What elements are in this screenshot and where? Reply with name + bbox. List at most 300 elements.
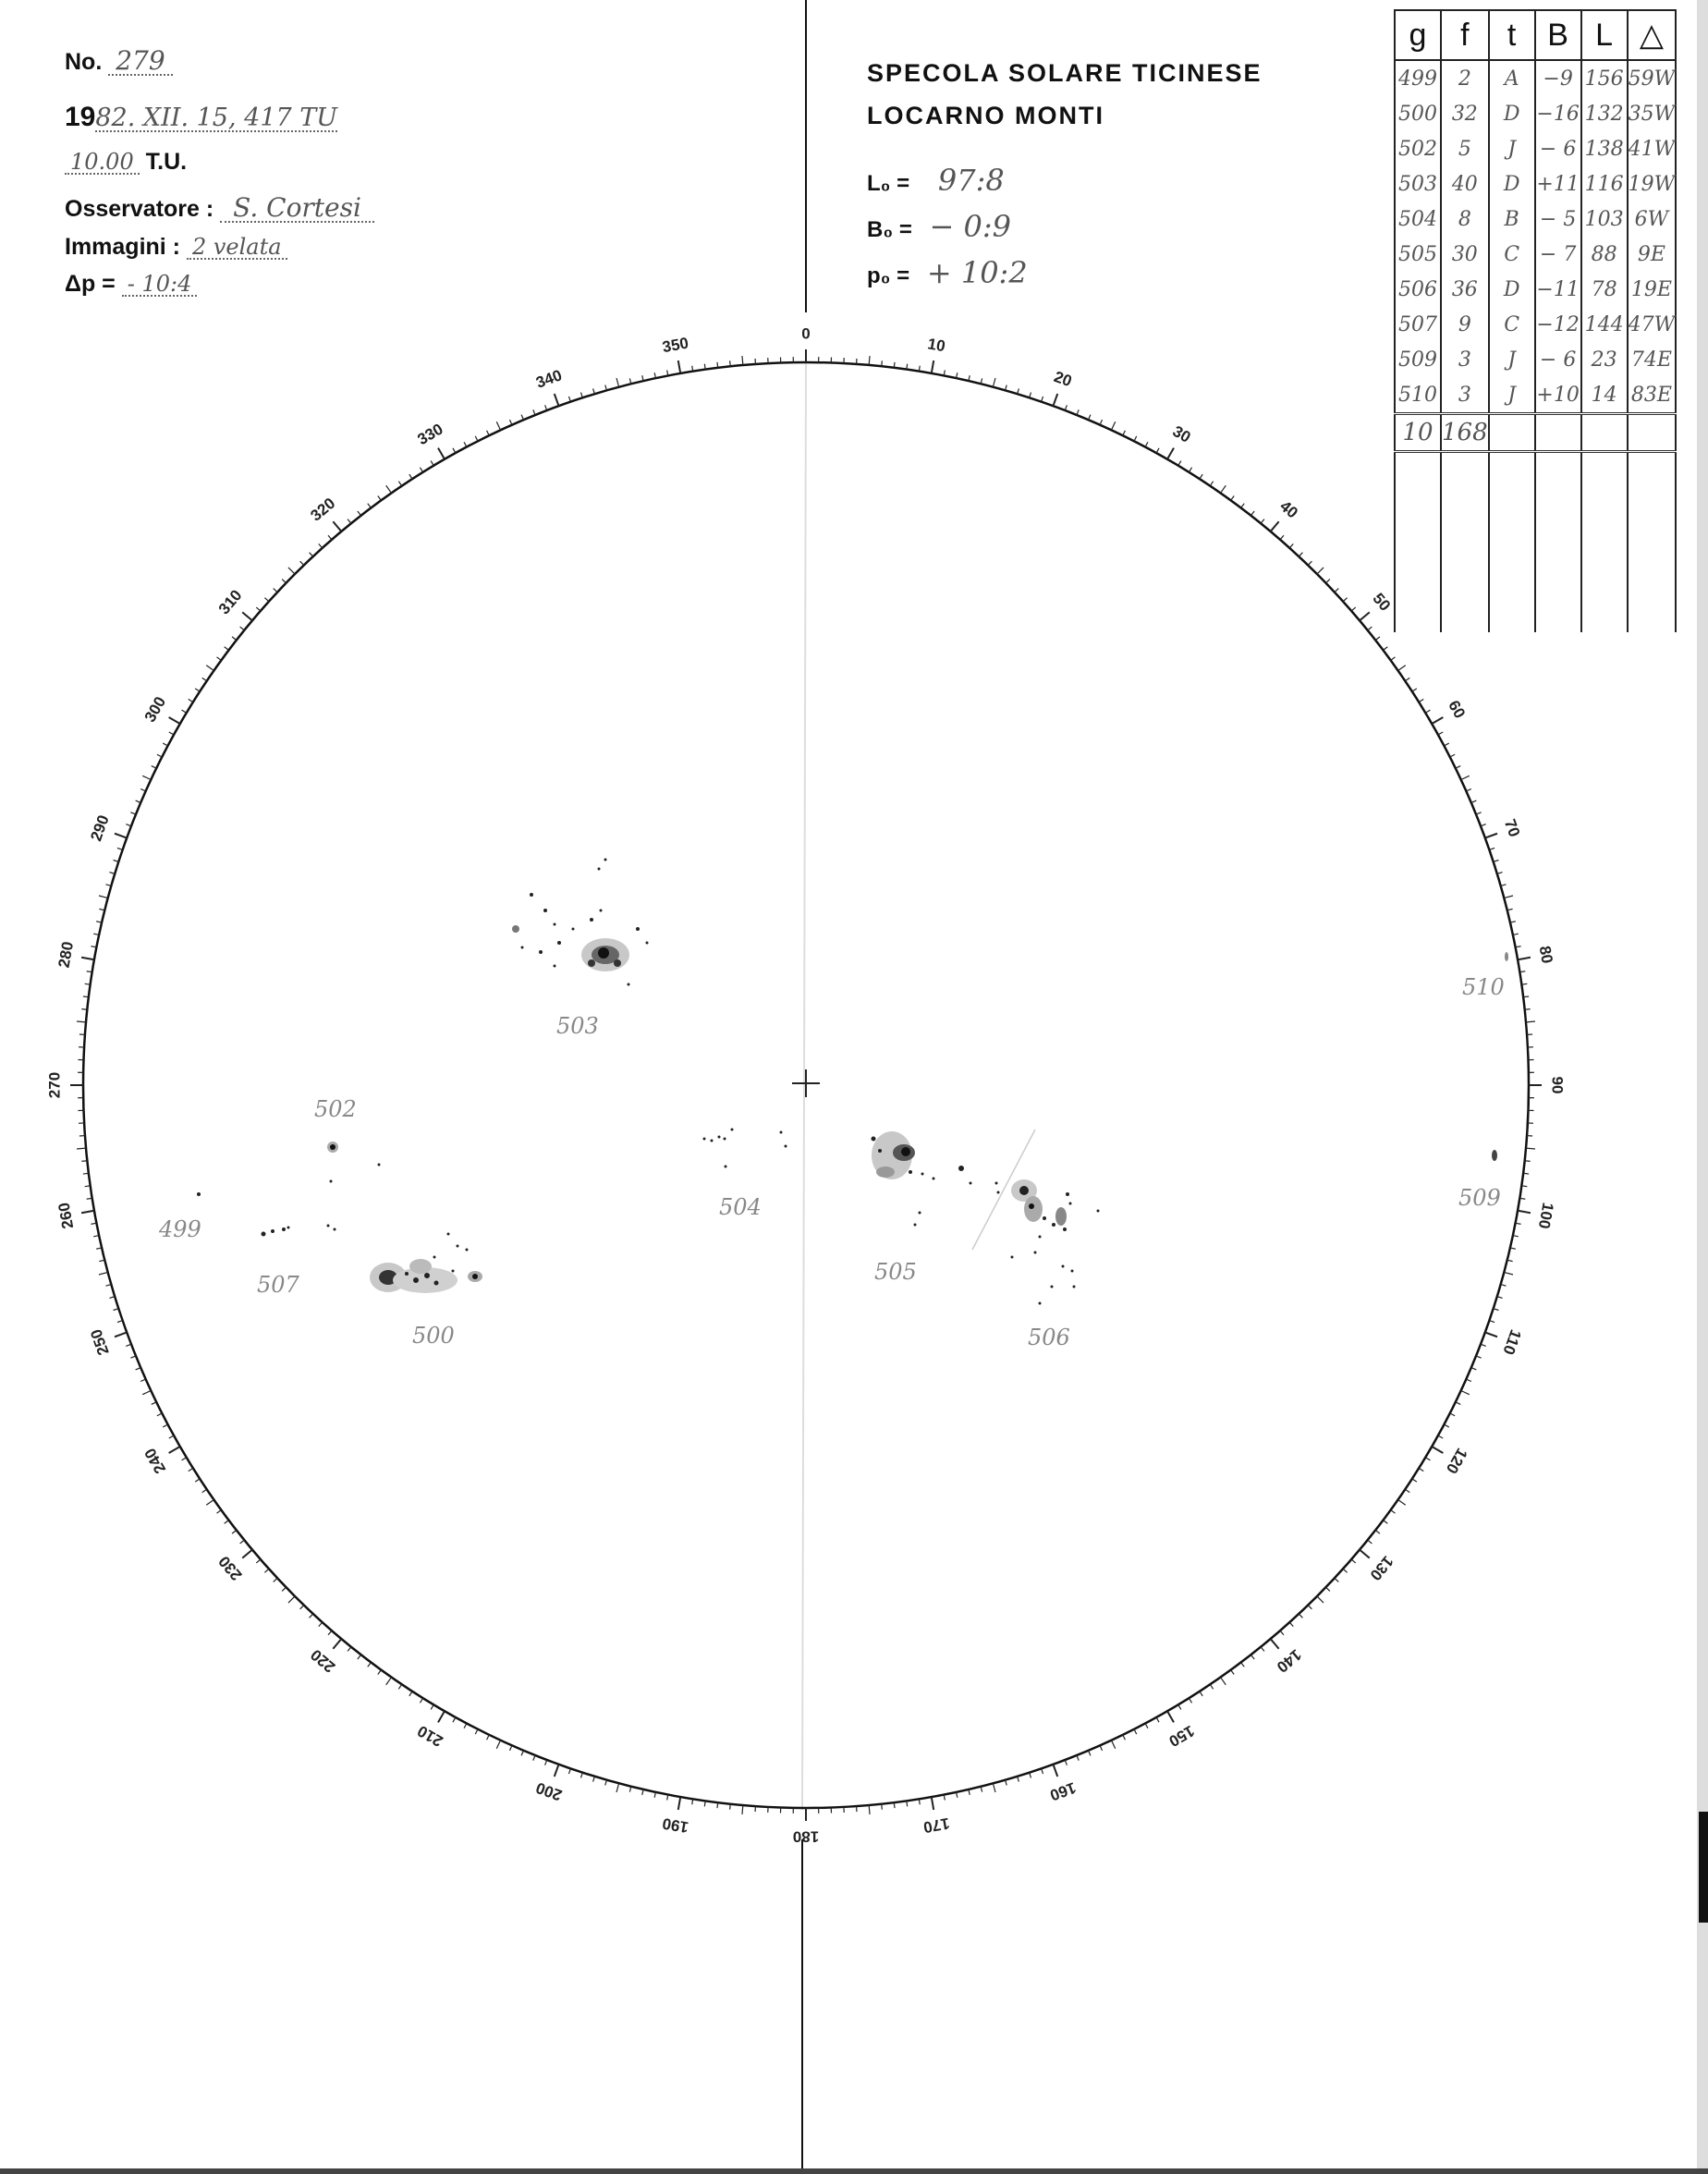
cell-group: 503 xyxy=(1395,166,1441,202)
scale-tick xyxy=(1178,1704,1181,1709)
scale-tick xyxy=(730,1804,731,1810)
cell-type: D xyxy=(1489,96,1535,131)
cell-type: C xyxy=(1489,237,1535,272)
scale-tick xyxy=(189,699,193,702)
scale-tick xyxy=(1200,1692,1202,1696)
scale-tick xyxy=(115,834,127,838)
scale-label-260: 260 xyxy=(55,1201,78,1230)
scale-tick xyxy=(1299,1614,1302,1618)
scale-tick xyxy=(678,360,680,373)
scale-tick xyxy=(1485,1332,1497,1337)
scale-tick xyxy=(1200,474,1202,479)
scale-tick xyxy=(616,378,619,387)
p0-label: p₀ = xyxy=(867,263,910,288)
cell-latitude: − 5 xyxy=(1535,202,1581,237)
cell-count: 9 xyxy=(1441,307,1489,342)
scale-tick xyxy=(453,448,456,453)
scale-tick xyxy=(99,896,108,898)
group-label-502: 502 xyxy=(314,1096,357,1122)
scale-tick xyxy=(142,776,151,779)
scale-tick xyxy=(464,442,467,446)
scale-tick xyxy=(409,1692,412,1696)
L0-label: L₀ = xyxy=(867,171,910,196)
scale-tick xyxy=(1123,1735,1126,1740)
col-header-f: f xyxy=(1441,10,1489,60)
sunspot-group-506 xyxy=(995,1179,1100,1305)
scale-label-150: 150 xyxy=(1165,1721,1198,1751)
scale-tick xyxy=(85,1186,91,1187)
cell-group: 507 xyxy=(1395,307,1441,342)
cell-longitude: 116 xyxy=(1581,166,1628,202)
scale-tick xyxy=(216,1510,221,1514)
scale-tick xyxy=(438,448,445,459)
scale-tick xyxy=(1241,504,1245,508)
scale-tick xyxy=(1419,699,1423,702)
scale-label-10: 10 xyxy=(926,335,947,356)
scale-tick xyxy=(742,356,743,365)
scale-tick xyxy=(202,1489,207,1492)
scale-tick xyxy=(288,1596,295,1603)
cell-group: 505 xyxy=(1395,237,1441,272)
group-label-500: 500 xyxy=(412,1323,455,1349)
scale-tick xyxy=(378,1670,382,1675)
cell-type: D xyxy=(1489,272,1535,307)
scale-tick xyxy=(358,511,361,516)
scale-tick xyxy=(882,360,883,366)
scale-tick xyxy=(1261,1647,1264,1652)
scale-tick xyxy=(894,362,895,368)
group-label-507: 507 xyxy=(257,1272,299,1298)
scale-tick xyxy=(163,743,167,746)
scale-tick xyxy=(1271,521,1279,531)
scale-tick xyxy=(1250,511,1254,516)
scale-tick xyxy=(1450,1413,1455,1416)
cell-delta: 59W xyxy=(1628,60,1677,96)
scale-tick xyxy=(77,1148,86,1149)
scale-tick xyxy=(319,1622,323,1626)
cell-count: 5 xyxy=(1441,131,1489,166)
scale-tick xyxy=(1504,1272,1513,1275)
cell-longitude: 88 xyxy=(1581,237,1628,272)
B0-value: − 0:9 xyxy=(929,209,1011,244)
B0-label: B₀ = xyxy=(867,217,912,242)
scale-tick xyxy=(1360,612,1370,620)
cell-group: 500 xyxy=(1395,96,1441,131)
date-value: 82. XII. 15, 417 TU xyxy=(95,104,338,132)
scale-tick xyxy=(1461,776,1470,779)
scale-tick xyxy=(1375,1530,1380,1533)
scale-tick xyxy=(1368,627,1372,630)
scale-tick xyxy=(1497,1297,1503,1299)
sunspot-group-507 xyxy=(262,1225,336,1237)
scale-tick xyxy=(169,717,180,724)
scale-tick xyxy=(1241,1663,1245,1667)
scale-tick xyxy=(496,1740,500,1749)
scale-tick xyxy=(109,1297,115,1299)
scale-tick xyxy=(555,1765,559,1777)
col-header-L: L xyxy=(1581,10,1628,60)
scale-tick xyxy=(932,1797,933,1810)
scale-tick xyxy=(993,1783,995,1792)
scale-tick xyxy=(169,1435,174,1438)
scale-tick xyxy=(616,1783,619,1792)
scale-tick xyxy=(1308,1606,1312,1609)
scale-label-200: 200 xyxy=(533,1778,565,1804)
scale-tick xyxy=(438,1711,445,1722)
scale-tick xyxy=(115,1332,127,1337)
scale-tick xyxy=(83,996,89,997)
scale-label-70: 70 xyxy=(1500,816,1524,840)
scale-tick xyxy=(182,710,187,713)
scale-tick xyxy=(1189,1698,1191,1703)
scale-tick xyxy=(1461,1390,1470,1394)
scale-label-280: 280 xyxy=(55,940,78,970)
scale-tick xyxy=(189,1468,193,1471)
scale-tick xyxy=(907,1801,908,1806)
scale-tick xyxy=(1368,1540,1372,1544)
scale-tick xyxy=(717,362,718,368)
year-prefix: 19 xyxy=(65,102,96,132)
sunspot-group-503 xyxy=(512,859,649,986)
scale-tick xyxy=(1178,461,1181,466)
scale-tick xyxy=(496,421,500,430)
scale-tick xyxy=(328,1630,332,1635)
time-value: 10.00 xyxy=(65,151,140,175)
scale-tick xyxy=(1250,1655,1254,1659)
scale-tick xyxy=(358,1655,361,1659)
scale-label-30: 30 xyxy=(1169,421,1194,446)
scale-label-20: 20 xyxy=(1051,367,1075,391)
cell-count: 3 xyxy=(1441,342,1489,377)
scale-tick xyxy=(288,568,295,574)
scale-tick xyxy=(593,388,595,394)
scale-tick xyxy=(333,1639,341,1649)
group-label-505: 505 xyxy=(874,1259,917,1285)
scale-tick xyxy=(1351,1559,1356,1563)
cell-delta: 47W xyxy=(1628,307,1677,342)
cell-count: 36 xyxy=(1441,272,1489,307)
scale-tick xyxy=(1111,421,1115,430)
group-label-499: 499 xyxy=(159,1216,201,1242)
scale-tick xyxy=(1210,1684,1213,1689)
scale-tick xyxy=(398,1684,401,1689)
observatory-location: LOCARNO MONTI xyxy=(867,102,1104,129)
group-label-510: 510 xyxy=(1462,974,1505,1000)
scale-label-230: 230 xyxy=(214,1552,246,1584)
scale-tick xyxy=(1405,678,1409,680)
scale-tick xyxy=(1518,1211,1531,1213)
sunspot-group-504 xyxy=(703,1129,787,1168)
cell-delta: 74E xyxy=(1628,342,1677,377)
scale-tick xyxy=(1526,1148,1535,1149)
images-value: 2 velata xyxy=(187,236,287,260)
scale-tick xyxy=(1523,996,1529,997)
cell-group: 510 xyxy=(1395,377,1441,414)
scale-tick xyxy=(206,1500,214,1506)
scale-tick xyxy=(1497,873,1503,874)
scale-tick xyxy=(216,657,221,661)
scale-tick xyxy=(1518,958,1531,959)
cell-delta: 83E xyxy=(1628,377,1677,414)
scan-edge-dark-mark xyxy=(1699,1812,1708,1923)
scale-tick xyxy=(157,1413,162,1416)
number-label: No. xyxy=(65,49,103,75)
scale-tick xyxy=(319,544,323,547)
scale-tick xyxy=(163,1424,167,1427)
cell-longitude: 144 xyxy=(1581,307,1628,342)
scale-tick xyxy=(1018,388,1019,394)
scale-tick xyxy=(431,1704,433,1709)
scale-tick xyxy=(1018,1777,1019,1782)
scale-tick xyxy=(1210,482,1213,486)
total-groups: 10 xyxy=(1395,414,1441,452)
cell-count: 32 xyxy=(1441,96,1489,131)
scale-tick xyxy=(453,1717,456,1722)
scale-tick xyxy=(1360,1550,1370,1558)
scale-tick xyxy=(932,360,933,373)
scale-tick xyxy=(730,360,731,366)
cell-delta: 19E xyxy=(1628,272,1677,307)
scale-label-320: 320 xyxy=(307,494,339,525)
scale-tick xyxy=(1326,580,1330,583)
scale-tick xyxy=(240,627,245,630)
scale-tick xyxy=(1167,1711,1174,1722)
scale-label-350: 350 xyxy=(661,334,690,357)
scale-label-90: 90 xyxy=(1548,1076,1567,1094)
scale-label-110: 110 xyxy=(1499,1326,1525,1358)
scale-tick xyxy=(1326,1587,1330,1591)
scale-tick xyxy=(81,1211,94,1213)
scale-label-170: 170 xyxy=(921,1814,951,1837)
cell-count: 40 xyxy=(1441,166,1489,202)
scale-tick xyxy=(1425,710,1430,713)
cell-type: A xyxy=(1489,60,1535,96)
scale-tick xyxy=(109,873,115,874)
scale-tick xyxy=(1134,436,1137,441)
group-label-509: 509 xyxy=(1458,1185,1501,1211)
scale-tick xyxy=(1299,553,1302,556)
scale-tick xyxy=(348,1647,351,1652)
cell-count: 3 xyxy=(1441,377,1489,414)
scale-tick xyxy=(1134,1729,1137,1734)
observer-value: S. Cortesi xyxy=(220,195,374,223)
scale-tick xyxy=(1145,1723,1148,1728)
total-spots: 168 xyxy=(1441,414,1489,452)
col-header-t: t xyxy=(1489,10,1535,60)
scale-tick xyxy=(202,678,207,680)
scale-tick xyxy=(1375,637,1380,641)
cell-type: B xyxy=(1489,202,1535,237)
sunspot-group-505 xyxy=(872,1131,972,1227)
scale-tick xyxy=(282,580,286,583)
scale-label-40: 40 xyxy=(1276,496,1301,522)
scale-tick xyxy=(993,378,995,387)
cell-delta: 35W xyxy=(1628,96,1677,131)
scale-tick xyxy=(882,1804,883,1810)
scale-tick xyxy=(1456,766,1460,769)
scale-tick xyxy=(240,1540,245,1544)
scale-tick xyxy=(1391,657,1396,661)
scale-tick xyxy=(420,1698,422,1703)
scale-tick xyxy=(256,1559,261,1563)
scale-tick xyxy=(555,394,559,406)
L0-value: 97:8 xyxy=(937,163,1005,198)
sunspot-group-500 xyxy=(370,1233,482,1294)
cell-longitude: 23 xyxy=(1581,342,1628,377)
scale-tick xyxy=(242,1550,252,1558)
cell-latitude: −12 xyxy=(1535,307,1581,342)
scale-tick xyxy=(1525,1009,1531,1010)
scale-label-220: 220 xyxy=(307,1645,339,1677)
group-label-506: 506 xyxy=(1028,1325,1070,1350)
scale-tick xyxy=(85,983,91,984)
scale-tick xyxy=(475,1729,478,1734)
cell-latitude: +11 xyxy=(1535,166,1581,202)
scale-tick xyxy=(869,356,870,365)
cell-delta: 6W xyxy=(1628,202,1677,237)
cell-longitude: 14 xyxy=(1581,377,1628,414)
scale-label-250: 250 xyxy=(87,1326,113,1358)
scale-tick xyxy=(398,482,401,486)
scale-tick xyxy=(157,754,162,757)
scale-tick xyxy=(464,1723,467,1728)
col-header-g: g xyxy=(1395,10,1441,60)
scale-tick xyxy=(1391,1510,1396,1514)
scale-tick xyxy=(77,1021,86,1022)
scale-tick xyxy=(152,1402,156,1405)
scale-label-210: 210 xyxy=(414,1721,446,1751)
scale-tick xyxy=(1504,896,1513,898)
scale-tick xyxy=(232,1530,237,1533)
scale-tick xyxy=(1412,689,1417,691)
scale-tick xyxy=(386,485,392,493)
scale-label-50: 50 xyxy=(1369,590,1395,615)
scale-tick xyxy=(1456,1402,1460,1405)
cell-count: 30 xyxy=(1441,237,1489,272)
scale-tick xyxy=(1231,1670,1235,1675)
scale-tick xyxy=(333,521,341,531)
scale-label-0: 0 xyxy=(801,324,811,343)
scale-label-160: 160 xyxy=(1047,1778,1079,1804)
scale-tick xyxy=(1412,1479,1417,1482)
scale-label-130: 130 xyxy=(1366,1552,1397,1584)
scale-tick xyxy=(1145,442,1148,446)
cell-latitude: −11 xyxy=(1535,272,1581,307)
cell-group: 499 xyxy=(1395,60,1441,96)
cell-longitude: 138 xyxy=(1581,131,1628,166)
scale-tick xyxy=(1444,1424,1448,1427)
scale-tick xyxy=(1289,1622,1293,1626)
scale-tick xyxy=(593,1777,595,1782)
scale-tick xyxy=(1523,1173,1529,1174)
sunspot-group-502 xyxy=(327,1142,381,1183)
scale-tick xyxy=(1525,1161,1531,1162)
scale-tick xyxy=(225,1521,229,1524)
cell-latitude: −9 xyxy=(1535,60,1581,96)
scale-label-310: 310 xyxy=(214,586,246,618)
scale-tick xyxy=(274,1578,277,1582)
cell-longitude: 156 xyxy=(1581,60,1628,96)
scale-tick xyxy=(348,519,351,524)
disk-center-cross xyxy=(792,1069,820,1097)
scale-tick xyxy=(1384,1521,1388,1524)
scale-tick xyxy=(1351,607,1356,611)
cell-delta: 19W xyxy=(1628,166,1677,202)
cell-latitude: −16 xyxy=(1535,96,1581,131)
scale-tick xyxy=(232,637,237,641)
scale-tick xyxy=(142,1390,151,1394)
cell-count: 2 xyxy=(1441,60,1489,96)
group-label-504: 504 xyxy=(719,1194,762,1220)
scale-tick xyxy=(264,1569,268,1572)
scale-tick xyxy=(1317,568,1324,574)
cell-longitude: 132 xyxy=(1581,96,1628,131)
cell-group: 506 xyxy=(1395,272,1441,307)
scale-tick xyxy=(742,1805,743,1814)
scale-tick xyxy=(1343,598,1347,602)
scale-tick xyxy=(1521,1186,1527,1187)
cell-latitude: − 6 xyxy=(1535,342,1581,377)
p0-value: + 10:2 xyxy=(926,255,1028,290)
scale-tick xyxy=(274,589,277,592)
scale-label-180: 180 xyxy=(792,1827,820,1846)
scale-tick xyxy=(195,1479,200,1482)
scan-bottom-edge xyxy=(0,2168,1708,2174)
scale-tick xyxy=(264,598,268,602)
scale-tick xyxy=(1398,666,1406,671)
group-label-503: 503 xyxy=(556,1013,599,1039)
sunspot-group-510 xyxy=(1505,952,1508,961)
scale-tick xyxy=(1053,394,1057,406)
images-label: Immagini : xyxy=(65,234,181,260)
scale-tick xyxy=(206,666,214,671)
scale-tick xyxy=(195,689,200,691)
scale-tick xyxy=(368,1663,372,1667)
scale-tick xyxy=(1231,495,1235,500)
scale-tick xyxy=(242,612,252,620)
scale-tick xyxy=(1221,1678,1226,1685)
scale-label-340: 340 xyxy=(533,366,565,392)
scale-tick xyxy=(300,1606,304,1609)
scale-tick xyxy=(1343,1569,1347,1572)
scale-tick xyxy=(1156,1717,1159,1722)
scale-tick xyxy=(1123,431,1126,435)
col-header-B: B xyxy=(1535,10,1581,60)
scale-label-270: 270 xyxy=(45,1071,64,1099)
scale-tick xyxy=(678,1797,680,1810)
scale-tick xyxy=(1450,754,1455,757)
time-unit: T.U. xyxy=(145,149,188,175)
scale-tick xyxy=(1405,1489,1409,1492)
number-value: 279 xyxy=(108,48,172,76)
scale-tick xyxy=(1261,519,1264,524)
scale-tick xyxy=(81,958,94,959)
scale-tick xyxy=(475,436,478,441)
sunspot-group-509 xyxy=(1492,1150,1497,1161)
cell-group: 502 xyxy=(1395,131,1441,166)
scale-tick xyxy=(1432,1447,1443,1453)
cell-count: 8 xyxy=(1441,202,1489,237)
observer-label: Osservatore : xyxy=(65,196,214,222)
cell-type: D xyxy=(1489,166,1535,202)
scale-tick xyxy=(420,468,422,472)
scale-tick xyxy=(1289,544,1293,547)
scale-tick xyxy=(894,1802,895,1808)
scale-tick xyxy=(300,561,304,565)
scale-tick xyxy=(1419,1468,1423,1471)
scale-tick xyxy=(1526,1021,1535,1022)
scale-tick xyxy=(81,1009,87,1010)
